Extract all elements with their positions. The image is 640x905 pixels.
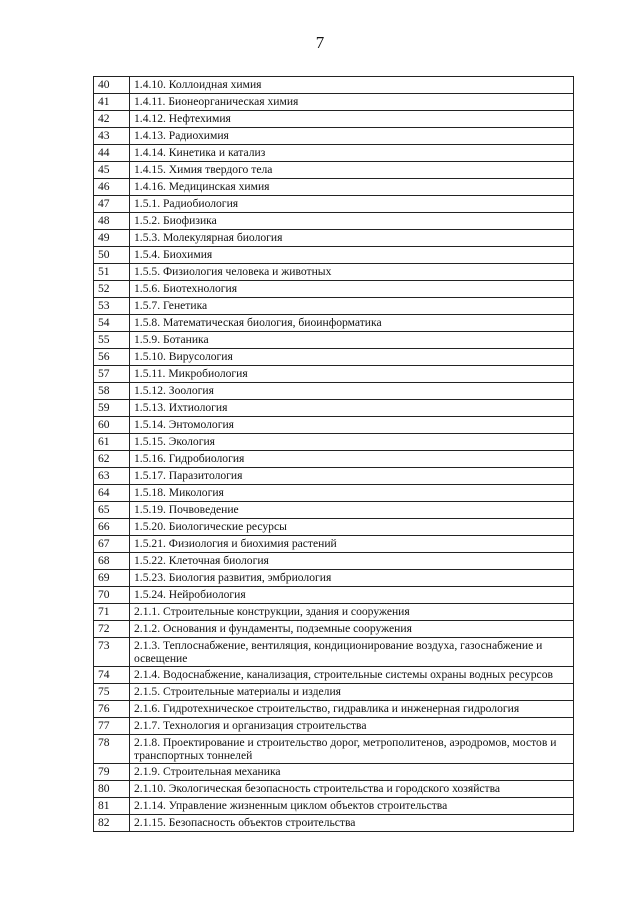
table-row	[94, 332, 574, 349]
row-number-cell: 44	[94, 145, 130, 162]
table-row	[94, 718, 574, 735]
table-row	[94, 77, 574, 94]
row-number-cell: 47	[94, 196, 130, 213]
table-row	[94, 468, 574, 485]
table-row	[94, 519, 574, 536]
row-number-cell: 79	[94, 764, 130, 781]
table-row	[94, 587, 574, 604]
row-number-cell: 49	[94, 230, 130, 247]
table-row	[94, 798, 574, 815]
table-row	[94, 145, 574, 162]
specialty-name-cell: 1.4.13. Радиохимия	[130, 128, 574, 145]
table-row	[94, 349, 574, 366]
specialty-name-cell: 1.5.15. Экология	[130, 434, 574, 451]
row-number-cell: 41	[94, 94, 130, 111]
row-number-cell: 59	[94, 400, 130, 417]
table-row	[94, 638, 574, 667]
specialty-name-cell: 1.5.12. Зоология	[130, 383, 574, 400]
table-row	[94, 570, 574, 587]
specialty-name-cell: 1.5.14. Энтомология	[130, 417, 574, 434]
table-row	[94, 417, 574, 434]
row-number-cell: 55	[94, 332, 130, 349]
table-row	[94, 298, 574, 315]
row-number-cell: 74	[94, 667, 130, 684]
table-row	[94, 162, 574, 179]
row-number-cell: 64	[94, 485, 130, 502]
table-row	[94, 502, 574, 519]
table-row	[94, 701, 574, 718]
table-row	[94, 213, 574, 230]
row-number-cell: 68	[94, 553, 130, 570]
row-number-cell: 61	[94, 434, 130, 451]
specialty-name-cell: 1.5.1. Радиобиология	[130, 196, 574, 213]
specialty-name-cell: 1.5.18. Микология	[130, 485, 574, 502]
table-row	[94, 111, 574, 128]
row-number-cell: 62	[94, 451, 130, 468]
specialty-name-cell: 1.5.7. Генетика	[130, 298, 574, 315]
row-number-cell: 80	[94, 781, 130, 798]
table-row	[94, 604, 574, 621]
table-row	[94, 196, 574, 213]
specialty-name-cell: 1.5.19. Почвоведение	[130, 502, 574, 519]
table-row	[94, 684, 574, 701]
specialty-name-cell: 1.5.2. Биофизика	[130, 213, 574, 230]
row-number-cell: 63	[94, 468, 130, 485]
specialty-name-cell: 2.1.4. Водоснабжение, канализация, строительные системы охраны водных ресурсов	[130, 667, 574, 684]
specialty-name-cell: 1.4.12. Нефтехимия	[130, 111, 574, 128]
row-number-cell: 51	[94, 264, 130, 281]
table-row	[94, 179, 574, 196]
row-number-cell: 72	[94, 621, 130, 638]
table-row	[94, 434, 574, 451]
specialty-name-cell: 1.5.6. Биотехнология	[130, 281, 574, 298]
table-row	[94, 781, 574, 798]
row-number-cell: 82	[94, 815, 130, 832]
row-number-cell: 48	[94, 213, 130, 230]
table-row	[94, 553, 574, 570]
table-row	[94, 128, 574, 145]
row-number-cell: 71	[94, 604, 130, 621]
row-number-cell: 53	[94, 298, 130, 315]
specialty-name-cell: 1.4.16. Медицинская химия	[130, 179, 574, 196]
row-number-cell: 58	[94, 383, 130, 400]
table-row	[94, 366, 574, 383]
specialty-name-cell: 1.5.10. Вирусология	[130, 349, 574, 366]
table-row	[94, 764, 574, 781]
row-number-cell: 66	[94, 519, 130, 536]
specialty-name-cell: 1.5.24. Нейробиология	[130, 587, 574, 604]
table-row	[94, 735, 574, 764]
row-number-cell: 75	[94, 684, 130, 701]
specialty-name-cell: 2.1.1. Строительные конструкции, здания и сооружения	[130, 604, 574, 621]
table-row	[94, 315, 574, 332]
specialty-name-cell: 1.4.14. Кинетика и катализ	[130, 145, 574, 162]
specialty-name-cell: 2.1.8. Проектирование и строительство дорог, метрополитенов, аэродромов, мостов и транспортных тоннелей	[130, 735, 574, 764]
specialty-table	[93, 76, 574, 832]
table-row	[94, 94, 574, 111]
table-row	[94, 667, 574, 684]
specialty-name-cell: 1.4.10. Коллоидная химия	[130, 77, 574, 94]
row-number-cell: 73	[94, 638, 130, 667]
specialty-name-cell: 1.5.3. Молекулярная биология	[130, 230, 574, 247]
row-number-cell: 56	[94, 349, 130, 366]
row-number-cell: 43	[94, 128, 130, 145]
specialty-name-cell: 2.1.5. Строительные материалы и изделия	[130, 684, 574, 701]
row-number-cell: 60	[94, 417, 130, 434]
specialty-name-cell: 1.5.23. Биология развития, эмбриология	[130, 570, 574, 587]
specialty-name-cell: 2.1.10. Экологическая безопасность строительства и городского хозяйства	[130, 781, 574, 798]
row-number-cell: 40	[94, 77, 130, 94]
specialty-name-cell: 1.5.17. Паразитология	[130, 468, 574, 485]
row-number-cell: 52	[94, 281, 130, 298]
table-row	[94, 621, 574, 638]
row-number-cell: 78	[94, 735, 130, 764]
table-row	[94, 815, 574, 832]
table-row	[94, 536, 574, 553]
row-number-cell: 81	[94, 798, 130, 815]
specialty-name-cell: 1.5.22. Клеточная биология	[130, 553, 574, 570]
specialty-name-cell: 1.5.16. Гидробиология	[130, 451, 574, 468]
specialty-name-cell: 1.5.11. Микробиология	[130, 366, 574, 383]
row-number-cell: 45	[94, 162, 130, 179]
specialty-name-cell: 1.5.9. Ботаника	[130, 332, 574, 349]
table-row	[94, 247, 574, 264]
table-row	[94, 230, 574, 247]
table-row	[94, 485, 574, 502]
row-number-cell: 69	[94, 570, 130, 587]
specialty-name-cell: 2.1.9. Строительная механика	[130, 764, 574, 781]
specialty-name-cell: 2.1.6. Гидротехническое строительство, гидравлика и инженерная гидрология	[130, 701, 574, 718]
table-row	[94, 264, 574, 281]
table-row	[94, 451, 574, 468]
specialty-name-cell: 2.1.14. Управление жизненным циклом объектов строительства	[130, 798, 574, 815]
row-number-cell: 76	[94, 701, 130, 718]
specialty-name-cell: 1.4.15. Химия твердого тела	[130, 162, 574, 179]
specialty-name-cell: 1.5.21. Физиология и биохимия растений	[130, 536, 574, 553]
table-row	[94, 400, 574, 417]
specialty-name-cell: 1.5.20. Биологические ресурсы	[130, 519, 574, 536]
specialty-name-cell: 1.5.13. Ихтиология	[130, 400, 574, 417]
table-body	[94, 77, 574, 832]
specialty-name-cell: 2.1.3. Теплоснабжение, вентиляция, кондиционирование воздуха, газоснабжение и освещение	[130, 638, 574, 667]
specialty-name-cell: 1.5.5. Физиология человека и животных	[130, 264, 574, 281]
specialty-name-cell: 2.1.15. Безопасность объектов строительства	[130, 815, 574, 832]
specialty-name-cell: 1.4.11. Бионеорганическая химия	[130, 94, 574, 111]
page-number: 7	[315, 33, 325, 52]
specialty-name-cell: 2.1.2. Основания и фундаменты, подземные сооружения	[130, 621, 574, 638]
row-number-cell: 57	[94, 366, 130, 383]
row-number-cell: 67	[94, 536, 130, 553]
specialty-name-cell: 1.5.4. Биохимия	[130, 247, 574, 264]
table-row	[94, 383, 574, 400]
row-number-cell: 46	[94, 179, 130, 196]
row-number-cell: 42	[94, 111, 130, 128]
table-row	[94, 281, 574, 298]
row-number-cell: 65	[94, 502, 130, 519]
row-number-cell: 77	[94, 718, 130, 735]
row-number-cell: 50	[94, 247, 130, 264]
row-number-cell: 70	[94, 587, 130, 604]
row-number-cell: 54	[94, 315, 130, 332]
specialty-name-cell: 1.5.8. Математическая биология, биоинформатика	[130, 315, 574, 332]
specialty-name-cell: 2.1.7. Технология и организация строительства	[130, 718, 574, 735]
